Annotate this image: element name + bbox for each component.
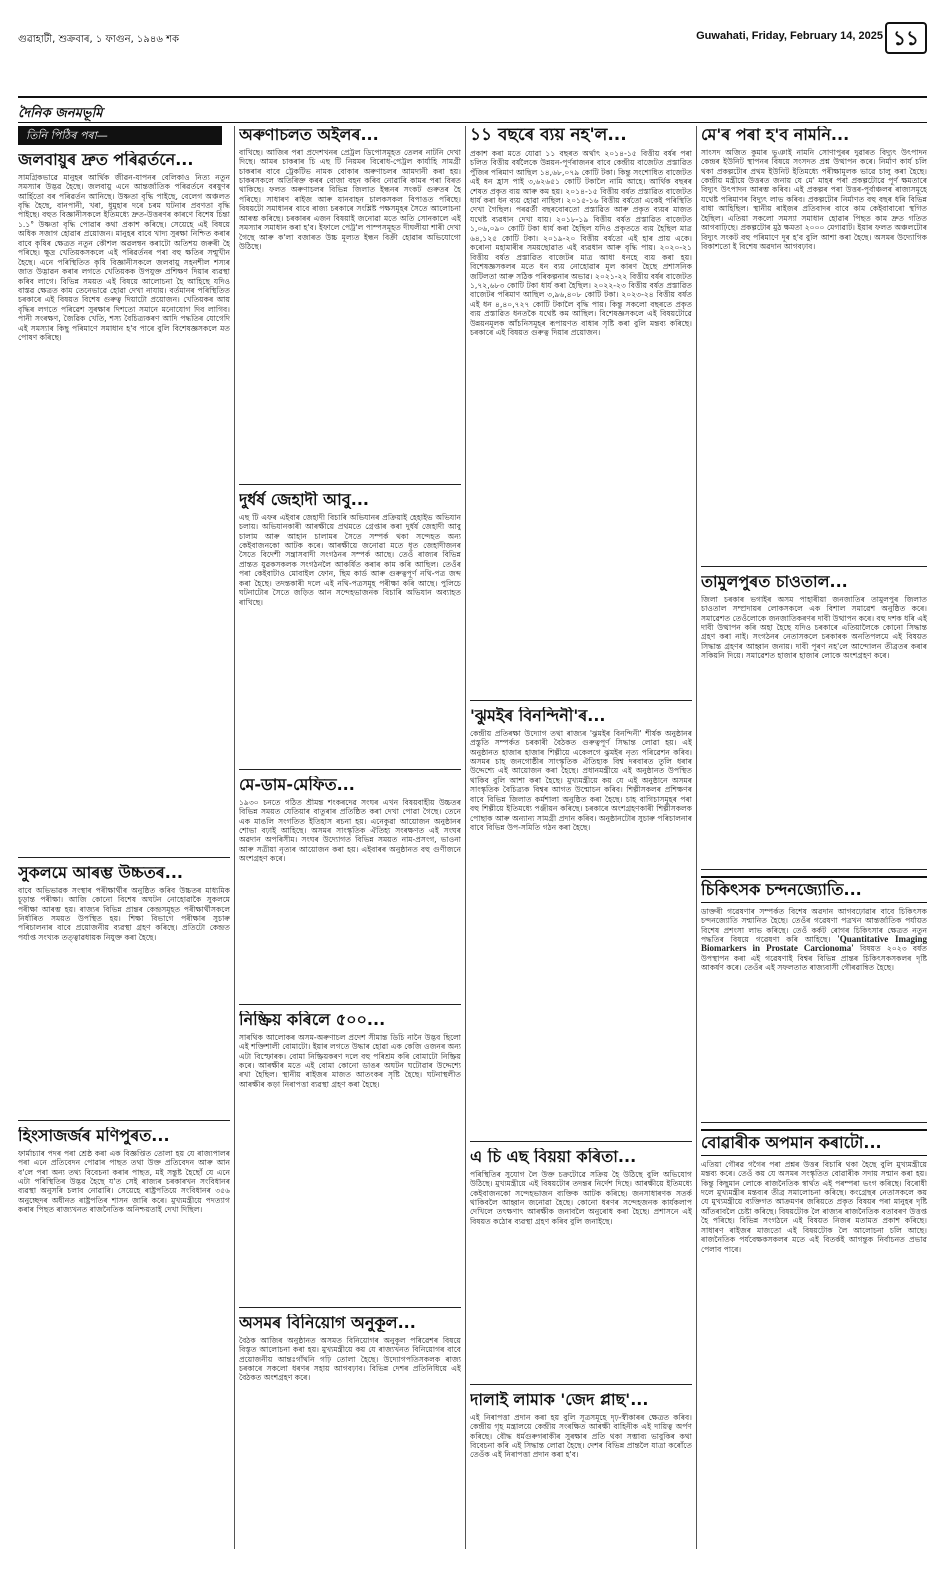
article-investment [239, 1314, 461, 1464]
article-jihadi [239, 491, 461, 763]
article-headline: তামুলপুৰত চাওতাল... [701, 573, 848, 591]
column-rule [234, 126, 235, 1549]
article-headline: 'ঝুমইৰ বিনন্দিনী'ৰ... [470, 707, 606, 725]
article-body: প্ৰকাশ কৰা মতে যোৱা ১১ বছৰত অৰ্থাৎ ২০১৪-১৫ বিত্তীয় বৰ্ষৰ পৰা চলিত বিত্তীয় বৰ্ষলৈকে উন্নয়ন-পূৰ্ণৰাজনৰ বাবে কেন্দ্ৰীয় বাজেটত প্ৰস্তাৱিত পুঁজিৰ পৰিমাণ আছিল ১৪,৬৮,০৭৯ কোটি টকা। কিন্তু সংশোধিত বাজেটত এই ধন হ্ৰাস পাই ৩,৬২৬৫১ কোটি টকালৈ নামি আহে। আৰ্থিক বছৰৰ শেষত প্ৰকৃত ব্যয় আৰু কম হয়। ২০১৪-১৫ বিত্তীয় বৰ্ষত প্ৰস্তাৱিত বাজেটত ধাৰ্য কৰা ধন ব্যয় হোৱা নাছিল। ২০১৫-১৬ বিত্তীয় বৰ্ষতো একেই পৰিস্থিতি দেখা গৈছিল। পৰৱৰ্তী বছৰবোৰতো প্ৰস্তাৱিত আৰু প্ৰকৃত ব্যয়ৰ মাজত যথেষ্ট ব্যৱধান দেখা যায়। ২০১৮-১৯ বিত্তীয় বৰ্ষত প্ৰস্তাৱিত বাজেটত ১,০৬,০৯০ কোটি টকা ধাৰ্য কৰা হৈছিল যদিও প্ৰকৃততে ব্যয় হৈছিল মাত্ৰ ৬৪,১২৫ কোটি টকা। ২০১৯-২০ বিত্তীয় বৰ্ষতো এই হাৰ প্ৰায় একে। কৰোনা মহামাৰীৰ সময়ছোৱাত এই ব্যৱধান আৰু বৃদ্ধি পায়। ২০২০-২১ বিত্তীয় বৰ্ষত প্ৰস্তাৱিত বাজেটৰ মাত্ৰ আধা ধনহে ব্যয় কৰা হয়। বিশেষজ্ঞসকলৰ মতে ধন ব্যয় নোহোৱাৰ মূল কাৰণ হৈছে প্ৰশাসনিক জটিলতা আৰু সঠিক পৰিকল্পনাৰ অভাৱ। ২০২১-২২ বিত্তীয় বৰ্ষৰ বাজেটত ১,৭২,৬৮৩ কোটি টকা ধাৰ্য কৰা হৈছিল। ২০২২-২৩ বিত্তীয় বৰ্ষত প্ৰস্তাৱিত বাজেটৰ পৰিমাণ আছিল ৩,৯৬,৪০৮ কোটি টকা। ২০২৩-২৪ বিত্তীয় বৰ্ষত এই ধন ৪,৪০,৭২৭ কোটি টকালৈ বৃদ্ধি পায়। কিন্তু সকলো বছৰতে প্ৰকৃত ব্যয় প্ৰস্তাৱিত ধনতকৈ যথেষ্ট কম আছিল। বিশেষজ্ঞসকলে এই বিষয়টোৱে উন্নয়নমূলক আঁচনিসমূহৰ ৰূপায়ণত বাধাৰ সৃষ্টি কৰা বুলি মন্তব্য কৰিছে। চৰকাৰে এই বিষয়ত গুৰুত্ব দিয়াৰ প্ৰয়োজন। [470, 148, 692, 338]
article-body: এছ টি এফৰ এইবাৰ জেহাদী বিচাৰি অভিযানৰ প্ৰক্ৰিয়াই হেহাইভ অভিযান চলায়। অভিযানকাৰী আৰক্ষীয়ে প্ৰথমতে গ্ৰেপ্তাৰ কৰা দুৰ্ধৰ্ষ জেহাদী আবু চালাম আৰু আহান চালামৰ সৈতে সম্পৰ্ক থকা সন্দেহত অন্য কেইবাজনকো আটক কৰে। আৰক্ষীয়ে জনোৱা মতে ধৃত জেহাদীজনৰ সৈতে বিদেশী সন্ত্ৰাসবাদী সংগঠনৰ সম্পৰ্ক আছে। তেওঁ ৰাজ্যৰ বিভিন্ন প্ৰান্তত যুৱকসকলক সংগঠনলৈ আকৰ্ষিত কৰাৰ কাম কৰি আছিল। তেওঁৰ পৰা কেইবাটাও মোবাইল ফোন, ছিম কাৰ্ড আৰু গুৰুত্বপূৰ্ণ নথি-পত্ৰ জব্দ কৰা হৈছে। তদন্তকাৰী দলে এই নথি-পত্ৰসমূহ পৰীক্ষা কৰি আছে। পুলিচে ঘটনাটোৰ সৈতে জড়িত আন সন্দেহভাজনক বিচাৰি অভিযান অব্যাহত ৰাখিছে। [239, 512, 461, 607]
article-body: কেন্দ্ৰীয় প্ৰতিৰক্ষা উদ্যোগ তথা ৰাজ্যৰ 'ঝুমইৰ বিনন্দিনী' শীৰ্ষক অনুষ্ঠানৰ প্ৰস্তুতি সম্পৰ্কত চৰকাৰী বৈঠকত গুৰুত্বপূৰ্ণ সিদ্ধান্ত লোৱা হয়। এই অনুষ্ঠানত হাজাৰ হাজাৰ শিল্পীয়ে একেলগে ঝুমইৰ নৃত্য পৰিৱেশন কৰিব। অসমৰ চাহ জনগোষ্ঠীৰ সাংস্কৃতিক ঐতিহ্যক বিশ্ব দৰবাৰত তুলি ধৰাৰ উদ্দেশ্যে এই আয়োজন কৰা হৈছে। প্ৰধানমন্ত্ৰীয়ে এই অনুষ্ঠানত উপস্থিত থাকিব বুলি আশা কৰা হৈছে। মুখ্যমন্ত্ৰীয়ে কয় যে এই অনুষ্ঠানে অসমৰ সাংস্কৃতিক বৈচিত্ৰ্যক বিশ্বৰ আগত উন্মোচন কৰিব। শিল্পীসকলৰ প্ৰশিক্ষণৰ বাবে বিভিন্ন জিলাত কৰ্মশালা অনুষ্ঠিত কৰা হৈছে। চাহ বাগিচাসমূহৰ পৰা বহু শিল্পীয়ে ইতিমধ্যে পঞ্জীয়ন কৰিছে। চৰকাৰে অংশগ্ৰহণকাৰী শিল্পীসকলক পোছাক আৰু অন্যান্য সামগ্ৰী প্ৰদান কৰিব। অনুষ্ঠানটোৰ সুচাৰু পৰিচালনাৰ বাবে বিভিন্ন উপ-সমিতি গঠন কৰা হৈছে। [470, 728, 692, 833]
article-headline: মে-ডাম-মেফিত... [239, 776, 355, 794]
article-headline: অসমৰ বিনিয়োগ অনুকূল... [239, 1314, 416, 1332]
article-body: জিলা চৰকাৰ ভগাইৰ অসম পাহাৰীয়া জনজাতিৰ তামুলপুৰ জিলাত চাওতাল সম্প্ৰদায়ৰ লোকসকলে এক বিশাল সমাৱেশ অনুষ্ঠিত কৰে। সমাৱেশত তেওঁলোকে জনজাতিকৰণৰ দাবী উত্থাপন কৰে। বহু দশক ধৰি এই দাবী উত্থাপন কৰি অহা হৈছে যদিও চৰকাৰে এতিয়ালৈকে কোনো সিদ্ধান্ত গ্ৰহণ কৰা নাই। সংগঠনৰ নেতাসকলে চৰকাৰক অনতিপলমে এই বিষয়ত সিদ্ধান্ত গ্ৰহণৰ আহ্বান জনায়। দাবী পূৰণ নহ'লে আন্দোলন তীব্ৰতৰ কৰাৰ সকিয়নি দিয়ে। সমাৱেশত হাজাৰ হাজাৰ লোকে অংশগ্ৰহণ কৰে। [701, 594, 927, 661]
divider [701, 566, 927, 567]
divider [239, 1307, 461, 1308]
article-exam [18, 864, 230, 1114]
article-body-text: বিষয়ত ২০২৩ বৰ্ষত উপস্থাপন কৰা এই গৱেষণাই বিশ্বৰ বিভিন্ন প্ৰান্তৰ চিকিৎসকসকলৰ দৃষ্টি আকৰ্ষণ কৰে। তেওঁৰ এই সফলতাত ৰাজ্যবাসী গৌৰৱান্বিত হৈছে। [701, 944, 927, 973]
article-headline: অৰুণাচলত অইলৰ... [239, 126, 379, 144]
divider [18, 1120, 230, 1121]
page-number: ১১ [885, 22, 927, 54]
dateline-right: Guwahati, Friday, February 14, 2025 [696, 30, 883, 42]
divider [470, 1141, 692, 1142]
column-3 [470, 126, 692, 1551]
article-climate [18, 151, 230, 851]
article-body-text: ডাক্তৰী গৱেষণাৰ সম্পৰ্কত বিশেষ অৱদান আগবঢ়োৱাৰ বাবে চিকিৎসক চন্দনজ্যোতি সন্মানিত হৈছে। তেওঁৰ গৱেষণা পত্ৰখন আন্তৰ্জাতিক পৰ্যায়ত বিশেষ প্ৰশংসা লাভ কৰিছে। তেওঁ কৰ্কট ৰোগৰ চিকিৎসাৰ ক্ষেত্ৰত নতুন পদ্ধতিৰ বিষয়ে গৱেষণা কৰি আহিছে। [701, 906, 927, 944]
article-headline: মে'ৰ পৰা হ'ব নামনি... [701, 126, 850, 144]
article-headline: জলবায়ুৰ দ্ৰুত পৰিৱৰ্তনে... [18, 151, 194, 169]
divider [701, 869, 927, 870]
article-bomb [239, 1011, 461, 1301]
article-manipur [18, 1127, 230, 1547]
article-body: সাৰথিক আলোকৰ অসম-অৰুণাচল প্ৰদেশ সীমান্ত ডিচি নানৈ উদ্ভব ছিলো এই শক্তিশালী বোমাটো। ইয়াৰ লগতে উদ্ধাৰ হোৱা এক কেজি ওজনৰ অন্য এটা বিস্ফোৰক। বোমা নিষ্ক্ৰিয়কৰণ দলে বহু পৰিশ্ৰম কৰি বোমাটো নিষ্ক্ৰিয় কৰে। আৰক্ষীৰ মতে এই বোমা কোনো ডাঙৰ অঘটন ঘটোৱাৰ উদ্দেশ্যে ৰখা হৈছিল। স্থানীয় ৰাইজৰ মাজত আতংকৰ সৃষ্টি হৈছে। ঘটনাস্থলীত আৰক্ষীৰ কড়া নিৰাপত্তা ব্যৱস্থা গ্ৰহণ কৰা হৈছে। [239, 1032, 461, 1089]
divider [470, 1384, 692, 1385]
article-body: এতিয়া গৌৰৱ গগৈৰ পৰা প্ৰশ্নৰ উত্তৰ বিচাৰি থকা হৈছে বুলি মুখ্যমন্ত্ৰীয়ে মন্তব্য কৰে। তেওঁ কয় যে অসমৰ সংস্কৃতিত বোৱাৰীক সদায় সন্মান কৰা হয়। কিন্তু কিছুমান লোকে ৰাজনৈতিক স্বাৰ্থত এই পৰম্পৰা ভংগ কৰিছে। বিৰোধী দলে মুখ্যমন্ত্ৰীৰ মন্তব্যৰ তীব্ৰ সমালোচনা কৰিছে। কংগ্ৰেছৰ নেতাসকলে কয় যে মুখ্যমন্ত্ৰীয়ে ব্যক্তিগত আক্ৰমণৰ জৰিয়তে প্ৰকৃত বিষয়ৰ পৰা মানুহৰ দৃষ্টি আঁতৰাবলৈ চেষ্টা কৰিছে। বিষয়টোক লৈ ৰাজ্যৰ ৰাজনৈতিক বতাবৰণ উত্তপ্ত হৈ পৰিছে। বিভিন্ন সংগঠনে এই বিষয়ত নিজৰ মতামত প্ৰকাশ কৰিছে। সাধাৰণ ৰাইজৰ মাজতো এই বিষয়টোক লৈ আলোচনা চলি আছে। ৰাজনৈতিক পৰ্যবেক্ষকসকলৰ মতে এই বিতৰ্কই আগন্তুক নিৰ্বাচনত প্ৰভাৱ পেলাব পাৰে। [701, 1159, 927, 1254]
divider [18, 857, 230, 858]
article-doctor [701, 876, 927, 1116]
section-name: দৈনিক জনমভূমি [18, 106, 103, 121]
column-rule [465, 126, 466, 1549]
article-headline: হিংসাজৰ্জৰ মণিপুৰত... [18, 1127, 170, 1145]
article-headline: বোৱাৰীক অপমান কৰাটো... [701, 1129, 927, 1156]
article-body: ফাৰ্মাচ্যাৰ পদৰ পৰা শ্ৰেষ্ঠ কৰা এক বিজ্ঞপ্তিত তোলা হয় যে ৰাজ্যপালৰ পৰা এনে প্ৰতিবেদন পোৱাৰ পাছত তথা উক্ত প্ৰতিবেদন আৰু আন ব'লে পৰা অন্য তথ্য বিবেচনা কৰাৰ পাছত, মই সন্তুষ্ট হৈছোঁ যে এনে এটা পৰিস্থিতিৰ উদ্ভৱ হৈছে য'ত সেই ৰাজ্যৰ চৰকাৰখন সংবিধানৰ ব্যৱস্থা অনুসৰি চলাব নোৱাৰি। সেয়েহে ৰাষ্ট্ৰপতিয়ে সংবিধানৰ ৩৫৬ অনুচ্ছেদৰ অধীনত ৰাষ্ট্ৰপতিৰ শাসন জাৰি কৰে। মুখ্যমন্ত্ৰীয়ে পদত্যাগ কৰাৰ পিছত ৰাজ্যখনত ৰাজনৈতিক অনিশ্চয়তাই দেখা দিছিল। [18, 1148, 230, 1215]
article-body: সামগ্ৰিকভাৱে মানুহৰ আৰ্থিক জীৱন-যাপনৰ বেলিকাও নিত্য নতুন সমস্যাৰ উদ্ভৱ হৈছে। জলবায়ু এনে আন্তৰ্জাতিক পৰিৱৰ্তনে বৰষুণৰ আৰ্হিতো বৰ পৰিৱৰ্তন আনিছে। উষ্ণতা বৃদ্ধি পাইছে, বেলেগ অঞ্চলত বৃদ্ধি হৈছে, বানপানী, খৰা, ধুমুহাৰ দৰে চৰম ঘটনাৰ প্ৰবণতা বৃদ্ধি পাইছে। বহুত বিজ্ঞানীসকলে ইতিমধ্যে দ্ৰুত-উত্তৰণৰ কাৰণে বিশেষ চিন্তা ১.১° উষ্ণতা বৃদ্ধি পোৱাৰ কথা প্ৰকাশ কৰিছে। সেয়েহে এই বিষয়ে অধিক সজাগ হোৱাৰ প্ৰয়োজন। মানুহৰ বাবে খাদ্য সুৰক্ষা নিশ্চিত কৰাৰ বাবে কৃষিৰ ক্ষেত্ৰত নতুন কৌশল অৱলম্বন কৰাটো অতিশয় জৰুৰী হৈ পৰিছে। ক্ষুদ্ৰ খেতিয়কসকলে এই পৰিৱৰ্তনৰ পৰা বহু ক্ষতিৰ সন্মুখীন হৈছে। এনে পৰিস্থিতিত কৃষি বিজ্ঞানীসকলে জলবায়ু সহনশীল শস্যৰ জাত উদ্ভাৱন কৰাৰ লগতে খেতিয়কক উপযুক্ত প্ৰশিক্ষণ দিয়াৰ ব্যৱস্থা কৰিব লাগে। বিভিন্ন সময়ত এই বিষয়ে আলোচনা হৈ আহিছে যদিও বাস্তৱ ক্ষেত্ৰত কাম তেনেভাৱে হোৱা দেখা নাযায়। বৰ্তমানৰ পৰিস্থিতিত চৰকাৰে এই বিষয়ত বিশেষ গুৰুত্ব দিয়াটো প্ৰয়োজন। খেতিয়কৰ আয় বৃদ্ধিৰ লগতে পৰিৱেশ সুৰক্ষাৰ দিশতো সমানে মনোযোগ দিব লাগিব। পানী সংৰক্ষণ, জৈৱিক খেতি, শস্য বৈচিত্ৰ্যকৰণ আদি পদ্ধতিৰ যোগেদি এই সমস্যাৰ কিছু পৰিমাণে সমাধান হ'ব পাৰে বুলি বিশেষজ্ঞসকলে মত পোষণ কৰিছে। [18, 172, 230, 343]
article-body: পৰিস্থিতিৰ সুযোগ লৈ উক্ত চক্ৰটোৱে সক্ৰিয় হৈ উঠিছে বুলি অভিযোগ উঠিছে। মুখ্যমন্ত্ৰীয়ে এই বিষয়টোৰ তদন্তৰ নিৰ্দেশ দিছে। আৰক্ষীয়ে ইতিমধ্যে কেইবাজনকো সন্দেহভাজন ব্যক্তিক আটক কৰিছে। জনসাধাৰণক সতৰ্ক থাকিবলৈ আহ্বান জনোৱা হৈছে। কোনো ধৰণৰ সন্দেহজনক কাৰ্যকলাপ দেখিলে তৎক্ষণাৎ আৰক্ষীক জনাবলৈ অনুৰোধ কৰা হৈছে। প্ৰশাসনে এই বিষয়ত কঠোৰ ব্যৱস্থা গ্ৰহণ কৰিব বুলি জনাইছে। [470, 1169, 692, 1226]
article-power-plant [701, 126, 927, 560]
masthead [18, 22, 927, 58]
article-headline: এ চি এছ বিয়য়া কৰিতা... [470, 1148, 637, 1166]
dateline-left: গুৱাহাটী, শুক্ৰবাৰ, ১ ফাগুন, ১৯৪৬ শক [18, 34, 179, 45]
article-budget [470, 126, 692, 694]
article-headline: দালাই লামাক 'জেদ প্লাছ'... [470, 1391, 649, 1409]
divider [239, 769, 461, 770]
divider [470, 700, 692, 701]
article-me-dam [239, 776, 461, 998]
article-acs [470, 1148, 692, 1378]
article-tamulpur [701, 573, 927, 863]
article-body: বৈঠক আজিৰ অনুষ্ঠানত অসমত বিনিয়োগৰ অনুকূল পৰিৱেশৰ বিষয়ে বিস্তৃত আলোচনা কৰা হয়। মুখ্যমন্ত্ৰীয়ে কয় যে ৰাজ্যখনত বিনিয়োগৰ বাবে প্ৰয়োজনীয় আন্তঃগাঁথনি গঢ়ি তোলা হৈছে। উদ্যোগপতিসকলক ৰাজ্য চৰকাৰে সকলো ধৰণৰ সহায় আগবঢ়াব। বিভিন্ন দেশৰ প্ৰতিনিধিয়ে এই বৈঠকত অংশগ্ৰহণ কৰে। [239, 1335, 461, 1383]
column-rule [696, 126, 697, 1549]
article-headline: সুকলমে আৰম্ভ উচ্চতৰ... [18, 864, 184, 882]
column-1 [18, 126, 230, 1551]
top-rule [18, 96, 927, 98]
column-4 [701, 126, 927, 1551]
article-headline: নিষ্ক্ৰিয় কৰিলে ৫০০... [239, 1011, 386, 1029]
article-headline: দুৰ্ধৰ্ষ জেহাদী আবু... [239, 491, 369, 509]
article-jhumoir [470, 707, 692, 1135]
continued-label: তিনি পিঠিৰ পৰা— [18, 126, 222, 145]
article-headline: ১১ বছৰে ব্যয় নহ'ল... [470, 126, 627, 145]
divider [239, 484, 461, 485]
article-body [701, 907, 927, 1113]
article-arunachal-oil [239, 126, 461, 478]
article-body: সাংসদ অজিত কুমাৰ ভূঞাই নামনি সোণাপুৰৰ দুৱাৰত বিদ্যুৎ উৎপাদন কেন্দ্ৰৰ ইউনিট স্থাপনৰ বিষয়ে সংসদত প্ৰশ্ন উত্থাপন কৰে। নিৰ্মাণ কাৰ্য চলি থকা প্ৰকল্পটোৰ প্ৰথম ইউনিট ইতিমধ্যে পৰীক্ষামূলক ভাৱে চালু কৰা হৈছে। কেন্দ্ৰীয় মন্ত্ৰীয়ে উত্তৰত জনায় যে মে' মাহৰ পৰা প্ৰকল্পটোৱে পূৰ্ণ ক্ষমতাৰে বিদ্যুৎ উৎপাদন আৰম্ভ কৰিব। এই প্ৰকল্পৰ পৰা উত্তৰ-পূৰ্বাঞ্চলৰ ৰাজ্যসমূহে যথেষ্ট পৰিমাণৰ বিদ্যুৎ লাভ কৰিব। প্ৰকল্পটোৰ নিৰ্মাণত বহু বছৰ ধৰি বিভিন্ন বাধা আহিছিল। স্থানীয় ৰাইজৰ প্ৰতিবাদৰ বাবে কাম কেইবাবাৰো স্থগিত হৈছিল। এতিয়া সকলো সমস্যা সমাধান হোৱাৰ পিছত কাম দ্ৰুত গতিত আগবাঢ়িছে। প্ৰকল্পটোৰ মুঠ ক্ষমতা ২০০০ মেগাৱাট। ইয়াৰ ফলত অঞ্চলটোৰ বিদ্যুৎ সংকট বহু পৰিমাণে দূৰ হ'ব বুলি আশা কৰা হৈছে। অসমৰ উদ্যোগিক বিকাশতো ই বিশেষ অৱদান আগবঢ়াব। [701, 147, 927, 252]
article-body: ১৯৩০ চনতে গঠিত শ্ৰীমন্ত শংকৰদেৱ সংঘৰ এখন বিষয়বাহীয় উচ্চতৰ বিভিন্ন সময়ত যেতিয়াৰ বাতুৰাৰ প্ৰতিষ্ঠিত কৰা দেখা পোৱা গৈছে। তেনে এক মাঙলি সংগতিত ইতিহাস ৰচনা হয়। এনেকুৱা আয়োজন অনুষ্ঠানৰ শোভা বঢ়াই আহিছে। অসমৰ সাংস্কৃতিক ঐতিহ্য সংৰক্ষণত এই সংঘৰ অৱদান অপৰিসীম। সংঘৰ উদ্যোগত বিভিন্ন সময়ত নাম-প্ৰসংগ, ভাওনা আৰু সত্ৰীয়া নৃত্যৰ আয়োজন কৰা হয়। এইবাৰৰ অনুষ্ঠানত বহু গুণীজনে অংশগ্ৰহণ কৰে। [239, 797, 461, 864]
article-headline: চিকিৎসক চন্দনজ্যোতি... [701, 876, 927, 903]
article-body: এই নিৰাপত্তা প্ৰদান কৰা হয় বুলি সূত্ৰসমূহে দৃঢ়-স্বীকাৰৰ ক্ষেত্ৰত কৰিব। কেন্দ্ৰীয় গৃহ মন্ত্ৰালয়ে কেন্দ্ৰীয় সংৰক্ষিত আৰক্ষী বাহিনীক এই দায়িত্ব অৰ্পণ কৰিছে। বৌদ্ধ ধৰ্মগুৰুগৰাকীৰ সুৰক্ষাৰ প্ৰতি থকা সম্ভাব্য ভাবুকিৰ কথা বিবেচনা কৰি এই সিদ্ধান্ত লোৱা হৈছে। দেশৰ বিভিন্ন প্ৰান্তলৈ যাত্ৰা কৰোঁতে তেওঁক এই নিৰাপত্তা প্ৰদান কৰা হ'ব। [470, 1412, 692, 1460]
article-body: বাবে অভিভাৱক সংস্থাৰ পৰীক্ষাৰ্থীৰ অনুষ্ঠিত কৰিব উচ্চতৰ মাধ্যমিক চূড়ান্ত পৰীক্ষা। আজি কোনো বিশেষ অঘটন নোহোৱাকৈ সুকলমে পৰীক্ষা আৰম্ভ হয়। ৰাজ্যৰ বিভিন্ন প্ৰান্তৰ কেন্দ্ৰসমূহত পৰীক্ষাৰ্থীসকলে নিৰ্ধাৰিত সময়ত উপস্থিত হয়। শিক্ষা বিভাগে পৰীক্ষাৰ সুচাৰু পৰিচালনাৰ বাবে প্ৰয়োজনীয় ব্যৱস্থা গ্ৰহণ কৰিছে। প্ৰতিটো কেন্দ্ৰত পৰ্যাপ্ত সংখ্যক তত্ত্বাৱধায়ক নিযুক্ত কৰা হৈছে। [18, 885, 230, 942]
column-2 [239, 126, 461, 1551]
divider [239, 1004, 461, 1005]
divider [701, 1122, 927, 1123]
article-dalai-lama [470, 1391, 692, 1551]
article-body: বাখিছে। আজিৰ পৰা প্ৰদেশখনৰ প্ৰেট্ৰল ডিপোসমূহত তেলৰ নাটনি দেখা দিছে। আমৰ চাকৰাৰ চি এছ টি নিয়মৰ বিৰোধ-পেট্ৰল কাৰ্যাহি সামগ্ৰী চাকৰাৰ বাবে ট্ৰেকটিভ নামক বোকাৰ অৰুণাচলৰ আমদানী কৰা হয়। চাকৰসকলে অতিৰিক্ত কৰৰ বোজা বহন কৰিব নোৱাৰি কামৰ পৰা বিৰত থাকিছে। ফলত অৰুণাচলৰ বিভিন্ন জিলাত ইন্ধনৰ সংকট গুৰুতৰ হৈ পৰিছে। সাধাৰণ ৰাইজ আৰু যানবাহন চালকসকল বিপাঙত পৰিছে। বিষয়টো সমাধানৰ বাবে ৰাজ্য চৰকাৰে সংশ্লিষ্ট পক্ষসমূহৰ সৈতে আলোচনা আৰম্ভ কৰিছে। চৰকাৰৰ এজন বিষয়াই জনোৱা মতে অতি সোনকালে এই সমস্যাৰ সমাধান কৰা হ'ব। ইফালে পেট্ৰ'ল পাম্পসমূহত দীঘলীয়া শাৰী দেখা গৈছে আৰু ক'লা বজাৰত উচ্চ মূল্যত ইন্ধন বিক্ৰী হোৱাৰ অভিযোগো উঠিছে। [239, 147, 461, 252]
section-rule [18, 122, 927, 123]
research-title: 'Quantitative Imaging Biomarkers in Prostate Carcionoma' [701, 933, 927, 954]
article-insult [701, 1129, 927, 1549]
